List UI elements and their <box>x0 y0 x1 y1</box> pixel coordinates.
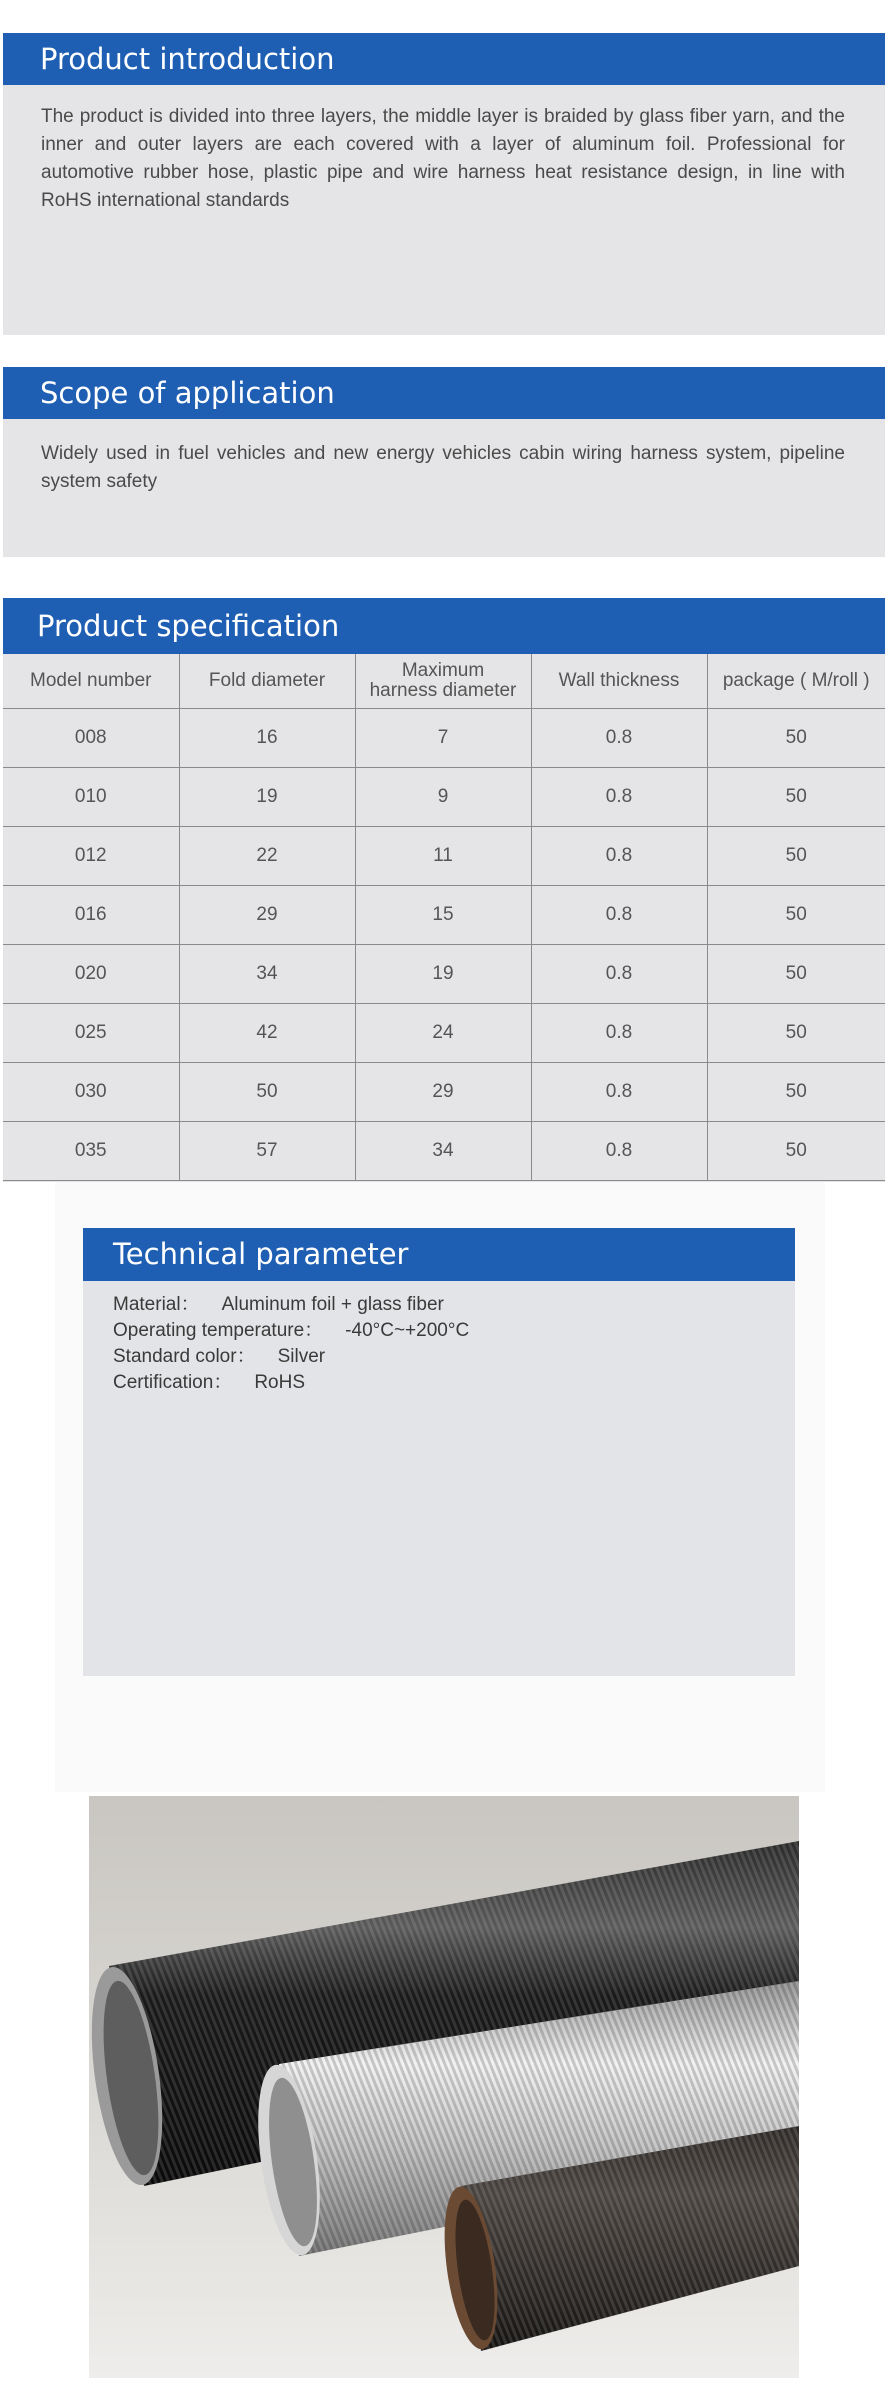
table-cell: 15 <box>355 886 531 945</box>
table-cell: 035 <box>3 1122 179 1181</box>
table-cell: 7 <box>355 709 531 768</box>
param-value: -40°C~+200°C <box>345 1320 470 1341</box>
table-cell: 50 <box>707 886 885 945</box>
table-cell: 50 <box>707 945 885 1004</box>
product-photo-image <box>89 1796 799 2378</box>
table-cell: 29 <box>355 1063 531 1122</box>
table-cell: 0.8 <box>531 709 707 768</box>
scope-paragraph: Widely used in fuel vehicles and new energy vehicles cabin wiring harness system, pipeline system safety <box>41 443 845 492</box>
specification-section <box>3 598 885 1182</box>
table-row <box>3 945 885 1004</box>
table-cell: 0.8 <box>531 827 707 886</box>
table-cell: 008 <box>3 709 179 768</box>
param-value: Silver <box>277 1346 326 1367</box>
header-line: harness diameter <box>369 680 517 701</box>
param-row <box>113 1370 469 1396</box>
table-row <box>3 886 885 945</box>
table-cell: 22 <box>179 827 355 886</box>
table-cell: 50 <box>707 827 885 886</box>
product-photo <box>89 1796 799 2378</box>
param-label: Operating temperature： <box>113 1320 324 1341</box>
parameter-list <box>113 1292 469 1396</box>
table-row <box>3 1063 885 1122</box>
col-fold-diameter: Fold diameter <box>179 654 355 709</box>
table-cell: 57 <box>179 1122 355 1181</box>
spec-table <box>3 654 885 1181</box>
table-cell: 9 <box>355 768 531 827</box>
col-max-harness-diameter <box>355 654 531 709</box>
table-cell: 0.8 <box>531 1004 707 1063</box>
header-line: Maximum <box>401 660 485 681</box>
table-cell: 16 <box>179 709 355 768</box>
param-label: Certification： <box>113 1372 233 1393</box>
intro-paragraph: The product is divided into three layers, the middle layer is braided by glass fiber yarn, and the inner and outer layers are each covered with a layer of aluminum foil. Professional for automotive rubber hose, plastic pipe and wire harness heat resistance design, in line with RoHS international standards <box>41 106 845 211</box>
table-header-row <box>3 654 885 709</box>
section-title: Scope of application <box>3 367 885 419</box>
table-cell: 50 <box>707 1063 885 1122</box>
table-cell: 012 <box>3 827 179 886</box>
table-cell: 0.8 <box>531 1063 707 1122</box>
table-cell: 19 <box>355 945 531 1004</box>
table-row <box>3 1122 885 1181</box>
table-cell: 010 <box>3 768 179 827</box>
table-cell: 50 <box>707 768 885 827</box>
col-wall-thickness: Wall thickness <box>531 654 707 709</box>
param-value: RoHS <box>254 1372 306 1393</box>
table-cell: 50 <box>179 1063 355 1122</box>
table-cell: 34 <box>179 945 355 1004</box>
param-label: Standard color： <box>113 1346 256 1367</box>
table-cell: 0.8 <box>531 945 707 1004</box>
table-cell: 020 <box>3 945 179 1004</box>
table-row <box>3 768 885 827</box>
table-cell: 0.8 <box>531 886 707 945</box>
col-package: package ( M/roll ) <box>707 654 885 709</box>
param-row <box>113 1344 469 1370</box>
param-label: Material： <box>113 1294 200 1315</box>
section-title: Product introduction <box>3 33 885 85</box>
table-cell: 50 <box>707 709 885 768</box>
table-cell: 50 <box>707 1004 885 1063</box>
param-value: Aluminum foil + glass fiber <box>221 1294 444 1315</box>
table-cell: 19 <box>179 768 355 827</box>
param-row <box>113 1292 469 1318</box>
table-cell: 030 <box>3 1063 179 1122</box>
table-cell: 025 <box>3 1004 179 1063</box>
table-cell: 50 <box>707 1122 885 1181</box>
table-cell: 42 <box>179 1004 355 1063</box>
table-row <box>3 827 885 886</box>
table-cell: 29 <box>179 886 355 945</box>
table-cell: 34 <box>355 1122 531 1181</box>
technical-parameter-section <box>83 1228 795 1676</box>
table-cell: 016 <box>3 886 179 945</box>
param-row <box>113 1318 469 1344</box>
section-title: Product specification <box>3 598 885 654</box>
table-row <box>3 1004 885 1063</box>
table-cell: 0.8 <box>531 1122 707 1181</box>
scope-section <box>3 367 885 557</box>
product-introduction-section <box>3 33 885 335</box>
table-cell: 11 <box>355 827 531 886</box>
table-row <box>3 709 885 768</box>
section-title: Technical parameter <box>83 1228 795 1281</box>
table-cell: 0.8 <box>531 768 707 827</box>
table-cell: 24 <box>355 1004 531 1063</box>
col-model-number: Model number <box>3 654 179 709</box>
